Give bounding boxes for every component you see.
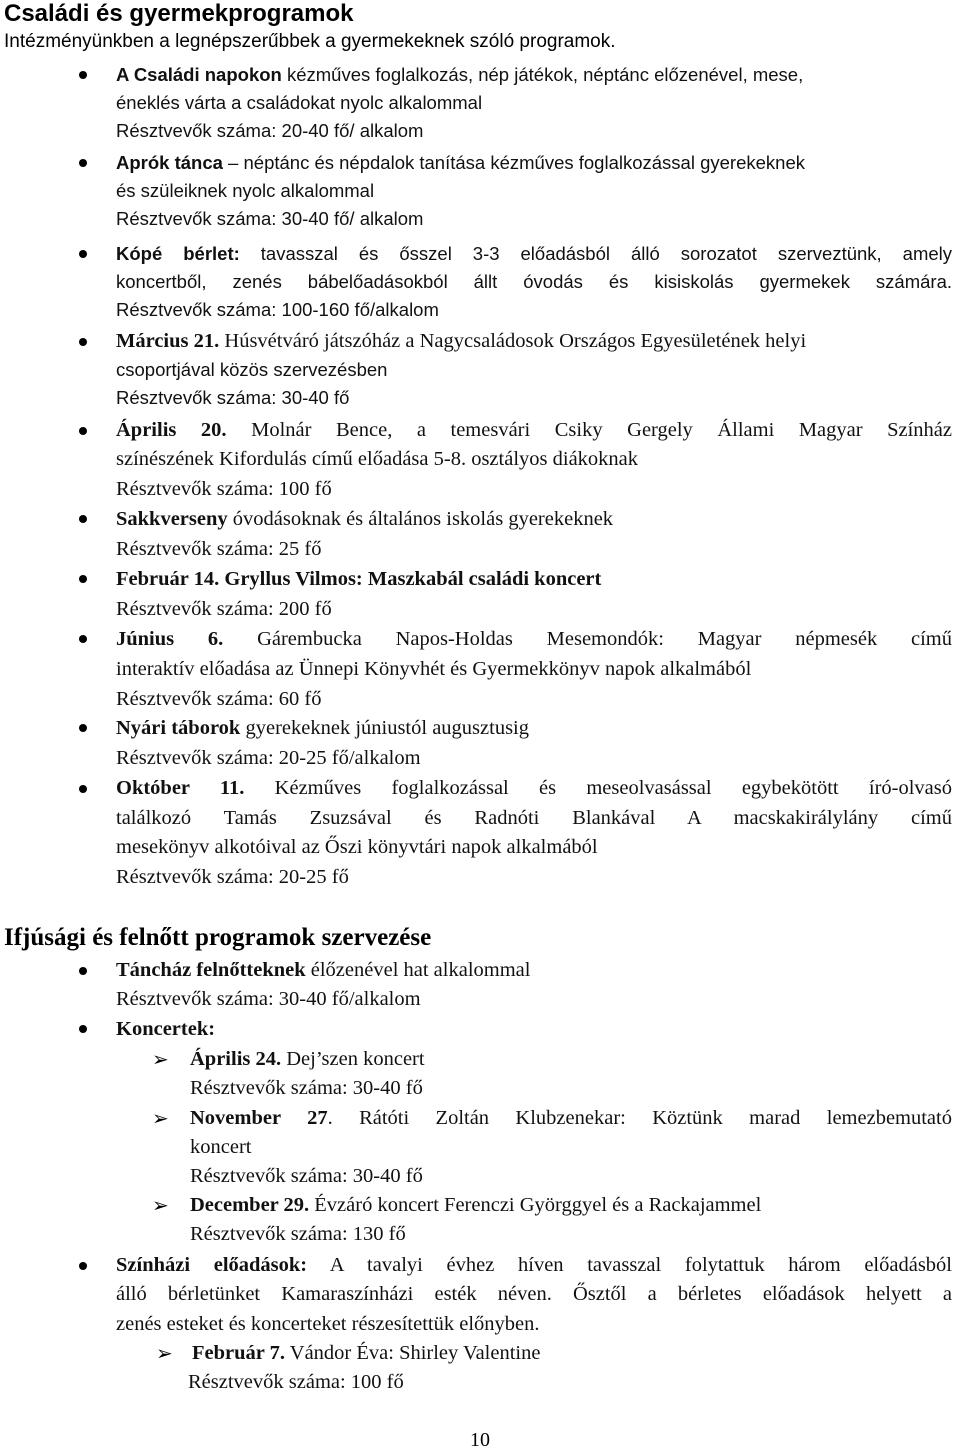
participants-text: Résztvevők száma: 20-25 fő <box>116 866 349 888</box>
disc-bullet-icon <box>79 338 87 346</box>
list-item-line: Nyári táborok gyerekeknek júniustól augusztusig <box>116 717 529 739</box>
sub-list-item-line: December 29. Évzáró koncert Ferenczi Györggyel és a Rackajammel <box>190 1194 762 1216</box>
list-item-line: álló bérletünket Kamaraszínházi esték néven. Ősztől a bérletes előadások helyett a <box>116 1283 952 1305</box>
list-item-line: mesekönyv alkotóival az Őszi könyvtári napok alkalmából <box>116 836 598 858</box>
participants-text: Résztvevők száma: 25 fő <box>116 538 322 560</box>
page-number: 10 <box>470 1429 490 1451</box>
disc-bullet-icon <box>79 1262 87 1270</box>
list-item-line: Aprók tánca – néptánc és népdalok tanítása kézműves foglalkozással gyerekeknek <box>116 152 805 173</box>
list-item-line: A Családi napokon kézműves foglalkozás, nép játékok, néptánc előzenével, mese, <box>116 64 804 85</box>
disc-bullet-icon <box>79 967 87 975</box>
list-item-line: Április 20. Molnár Bence, a temesvári Csiky Gergely Állami Magyar Színház <box>116 419 953 441</box>
participants-text: Résztvevők száma: 60 fő <box>116 688 322 710</box>
disc-bullet-icon <box>79 71 87 79</box>
list-item-line: és szüleiknek nyolc alkalommal <box>116 180 375 201</box>
arrow-bullet-icon: ➢ <box>152 1193 169 1217</box>
list-item-line: interaktív előadása az Ünnepi Könyvhét és Gyermekkönyv napok alkalmából <box>116 658 752 680</box>
disc-bullet-icon <box>79 1025 87 1033</box>
participants-text: Résztvevők száma: 30-40 fő/alkalom <box>116 988 421 1010</box>
list-item-line: Koncertek: <box>116 1018 216 1040</box>
list-item-line: zenés esteket és koncerteket részesítettük előnyben. <box>116 1313 540 1335</box>
list-item-line: találkozó Tamás Zsuzsával és Radnóti Blankával A macskakirálylány című <box>116 807 952 829</box>
participants-text: Résztvevők száma: 100-160 fő/alkalom <box>116 299 439 320</box>
participants-text: Résztvevők száma: 20-40 fő/ alkalom <box>116 120 424 141</box>
list-item-line: Sakkverseny óvodásoknak és általános iskolás gyerekeknek <box>116 508 614 530</box>
list-item-line: Színházi előadások: A tavalyi évhez híven tavasszal folytattuk három előadásból <box>116 1254 953 1276</box>
participants-text: Résztvevők száma: 100 fő <box>116 478 332 500</box>
participants-text: Résztvevők száma: 30-40 fő <box>116 387 350 408</box>
sub-list-item-line: Február 7. Vándor Éva: Shirley Valentine <box>192 1342 541 1364</box>
participants-text: Résztvevők száma: 20-25 fő/alkalom <box>116 747 421 769</box>
list-item-line: Táncház felnőtteknek élőzenével hat alkalommal <box>116 959 531 981</box>
list-item-line: Kópé bérlet: tavasszal és ősszel 3-3 előadásból álló sorozatot szerveztünk, amely <box>116 243 953 264</box>
participants-text: Résztvevők száma: 30-40 fő <box>190 1165 423 1187</box>
sub-list-item-line: koncert <box>190 1136 252 1158</box>
disc-bullet-icon <box>79 635 87 643</box>
participants-text: Résztvevők száma: 100 fő <box>188 1371 404 1393</box>
list-item-line: Június 6. Gárembucka Napos-Holdas Mesemondók: Magyar népmesék című <box>116 628 952 650</box>
section-intro: Intézményünkben a legnépszerűbbek a gyermekeknek szóló programok. <box>4 31 616 52</box>
sub-list-item-line: Április 24. Dej’szen koncert <box>190 1048 425 1070</box>
sub-list-item-line: November 27. Rátóti Zoltán Klubzenekar: Köztünk marad lemezbemutató <box>190 1107 952 1129</box>
disc-bullet-icon <box>79 159 87 167</box>
section-title-family: Családi és gyermekprogramok <box>4 0 354 27</box>
list-item-line: Március 21. Húsvétváró játszóház a Nagycsaládosok Országos Egyesületének helyi <box>116 330 807 352</box>
arrow-bullet-icon: ➢ <box>156 1341 173 1365</box>
list-item-line: színészének Kifordulás című előadása 5-8. osztályos diákoknak <box>116 448 639 470</box>
arrow-bullet-icon: ➢ <box>152 1106 169 1130</box>
participants-text: Résztvevők száma: 130 fő <box>190 1223 406 1245</box>
list-item-line: koncertből, zenés bábelőadásokból állt óvodás és kisiskolás gyermekek számára. <box>116 271 952 292</box>
list-item-line: csoportjával közös szervezésben <box>116 359 388 380</box>
list-item-line: Február 14. Gryllus Vilmos: Maszkabál családi koncert <box>116 568 602 590</box>
participants-text: Résztvevők száma: 30-40 fő <box>190 1077 423 1099</box>
disc-bullet-icon <box>79 515 87 523</box>
disc-bullet-icon <box>79 785 87 793</box>
list-item-line: Október 11. Kézműves foglalkozással és meseolvasással egybekötött író-olvasó <box>116 777 953 799</box>
section-title-youth-adult: Ifjúsági és felnőtt programok szervezése <box>4 924 432 951</box>
disc-bullet-icon <box>79 724 87 732</box>
disc-bullet-icon <box>79 427 87 435</box>
arrow-bullet-icon: ➢ <box>152 1047 169 1071</box>
participants-text: Résztvevők száma: 30-40 fő/ alkalom <box>116 208 424 229</box>
list-item-line: éneklés várta a családokat nyolc alkalommal <box>116 92 483 113</box>
participants-text: Résztvevők száma: 200 fő <box>116 598 332 620</box>
disc-bullet-icon <box>79 250 87 258</box>
disc-bullet-icon <box>79 575 87 583</box>
